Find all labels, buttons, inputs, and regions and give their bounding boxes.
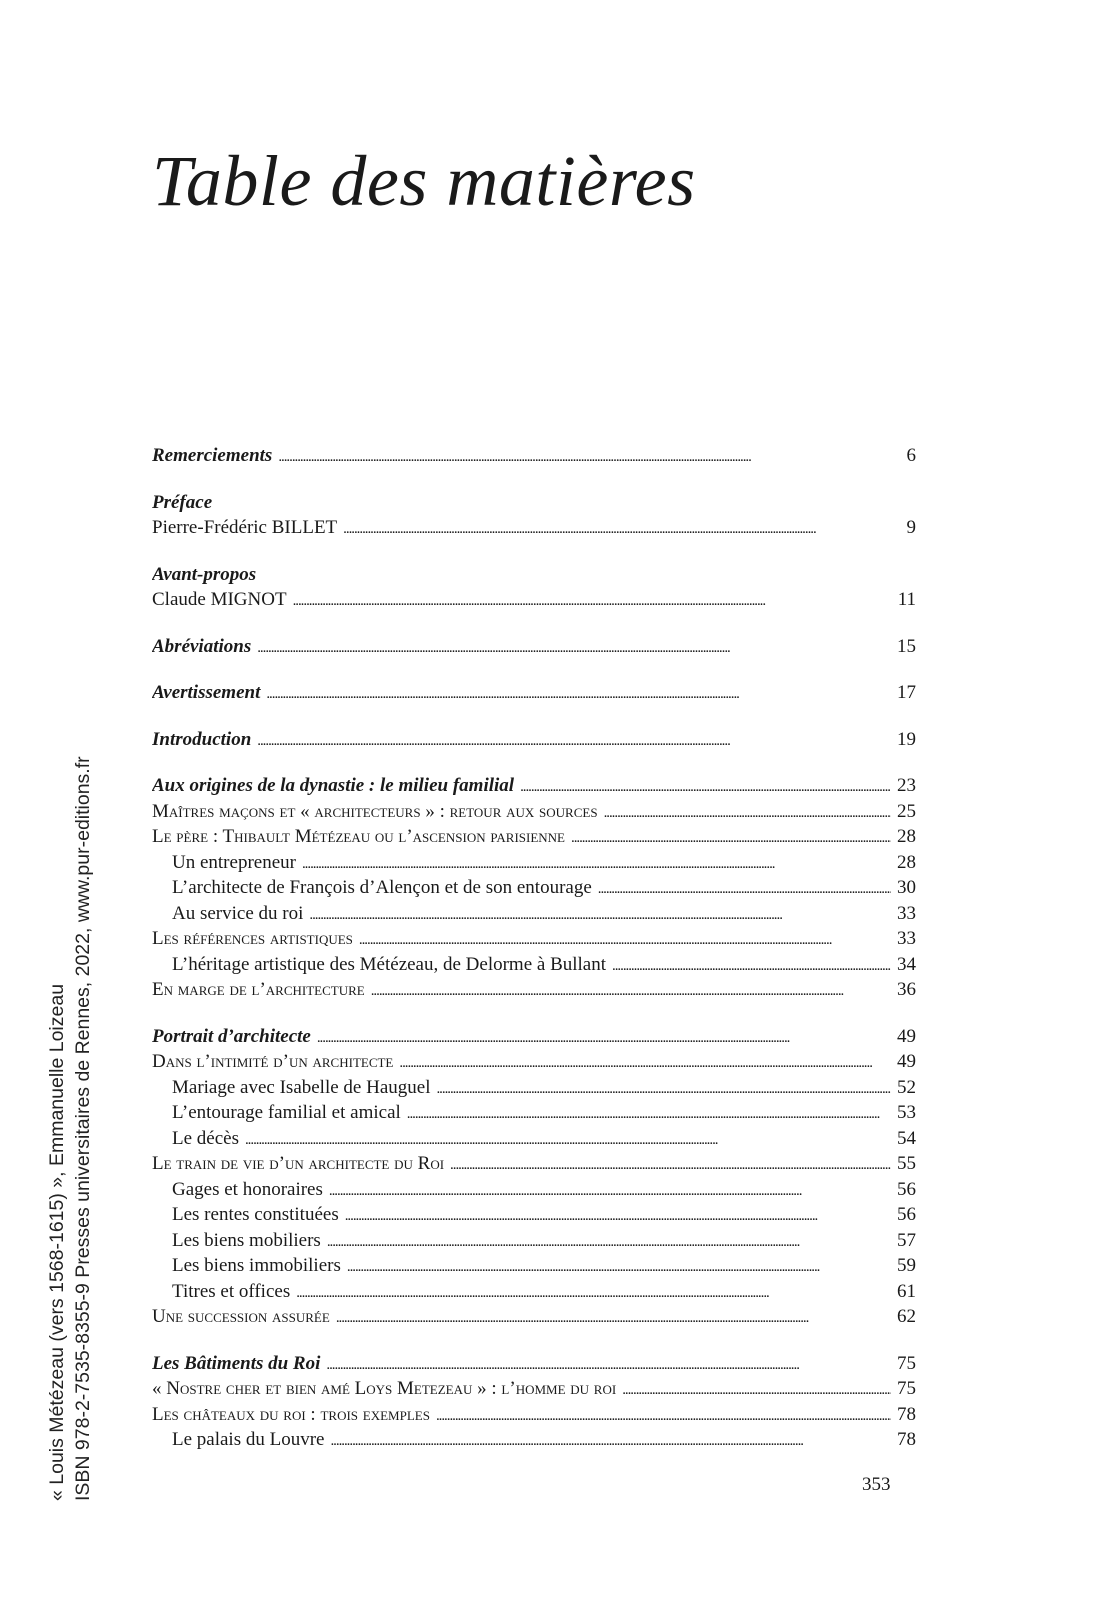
toc-section[interactable] bbox=[152, 875, 916, 901]
toc-part-3[interactable] bbox=[152, 1351, 916, 1377]
toc-entry-abreviations[interactable] bbox=[152, 634, 916, 660]
toc-entry-label: L’héritage artistique des Métézeau, de Delorme à Bullant bbox=[172, 953, 607, 975]
toc-entry-label: Les Bâtiments du Roi bbox=[152, 1352, 321, 1374]
table-of-contents bbox=[152, 443, 916, 1453]
dot-leader bbox=[296, 1279, 891, 1305]
toc-section[interactable] bbox=[152, 1126, 916, 1152]
toc-page-number: 11 bbox=[897, 589, 916, 610]
toc-chapter[interactable] bbox=[152, 1049, 916, 1075]
toc-page-number: 55 bbox=[897, 1153, 916, 1174]
toc-entry-preface[interactable] bbox=[152, 515, 916, 541]
toc-page-number: 6 bbox=[906, 445, 916, 466]
toc-entry-label: Un entrepreneur bbox=[172, 851, 296, 873]
dot-leader bbox=[371, 977, 891, 1003]
toc-heading-preface bbox=[152, 490, 916, 516]
toc-page-number: 30 bbox=[897, 877, 916, 898]
toc-page-number: 56 bbox=[897, 1178, 916, 1200]
toc-part-2[interactable] bbox=[152, 1024, 916, 1050]
dot-leader bbox=[317, 1024, 891, 1050]
toc-entry-label: « Nostre cher et bien amé Loys Metezeau » : l’homme du roi bbox=[152, 1378, 617, 1399]
toc-part-1[interactable] bbox=[152, 773, 916, 799]
dot-leader bbox=[347, 1253, 891, 1279]
toc-page-number: 23 bbox=[897, 775, 916, 796]
toc-section[interactable] bbox=[152, 1100, 916, 1126]
toc-entry-label: Claude MIGNOT bbox=[152, 589, 287, 610]
dot-leader bbox=[302, 850, 891, 876]
toc-page-number: 57 bbox=[897, 1229, 916, 1251]
toc-entry-label: Aux origines de la dynastie : le milieu familial bbox=[152, 775, 515, 796]
toc-page-number: 34 bbox=[897, 953, 916, 975]
toc-section[interactable] bbox=[152, 1253, 916, 1279]
dot-leader bbox=[399, 1049, 891, 1075]
toc-entry-label: Les châteaux du roi : trois exemples bbox=[152, 1403, 430, 1425]
toc-chapter[interactable] bbox=[152, 926, 916, 952]
dot-leader bbox=[450, 1151, 891, 1177]
dot-leader bbox=[598, 875, 891, 901]
toc-entry-label: Les rentes constituées bbox=[172, 1204, 339, 1225]
toc-page-number: 54 bbox=[897, 1127, 916, 1149]
toc-entry-label: Le palais du Louvre bbox=[172, 1429, 325, 1450]
toc-heading-avant-propos bbox=[152, 562, 916, 588]
toc-page-number: 52 bbox=[897, 1076, 916, 1098]
dot-leader bbox=[622, 1376, 891, 1402]
toc-entry-label: Une succession assurée bbox=[152, 1306, 330, 1327]
toc-page-number: 33 bbox=[897, 928, 916, 949]
toc-entry-label: Le train de vie d’un architecte du Roi bbox=[152, 1153, 445, 1174]
toc-entry-remerciements[interactable] bbox=[152, 443, 916, 469]
dot-leader bbox=[604, 799, 891, 825]
toc-entry-label: Remerciements bbox=[152, 445, 273, 466]
toc-chapter[interactable] bbox=[152, 824, 916, 850]
page-number: 353 bbox=[862, 1474, 891, 1495]
toc-section[interactable] bbox=[152, 1202, 916, 1228]
toc-page-number: 9 bbox=[906, 517, 916, 538]
toc-entry-label: Pierre-Frédéric BILLET bbox=[152, 517, 338, 538]
toc-chapter[interactable] bbox=[152, 1402, 916, 1428]
dot-leader bbox=[330, 1427, 891, 1453]
toc-page-number: 78 bbox=[897, 1429, 916, 1450]
toc-entry-label: Titres et offices bbox=[172, 1280, 291, 1302]
toc-page-number: 15 bbox=[897, 635, 916, 657]
toc-chapter[interactable] bbox=[152, 1376, 916, 1402]
toc-section[interactable] bbox=[152, 1427, 916, 1453]
dot-leader bbox=[520, 773, 891, 799]
dot-leader bbox=[571, 824, 891, 850]
toc-chapter[interactable] bbox=[152, 977, 916, 1003]
dot-leader bbox=[278, 443, 900, 469]
toc-page-number: 75 bbox=[897, 1352, 916, 1374]
side-copyright-notice bbox=[44, 756, 96, 1501]
toc-page-number: 62 bbox=[897, 1306, 916, 1327]
dot-leader bbox=[309, 901, 891, 927]
toc-entry-avertissement[interactable] bbox=[152, 680, 916, 706]
toc-chapter[interactable] bbox=[152, 1151, 916, 1177]
dot-leader bbox=[436, 1075, 891, 1101]
dot-leader bbox=[343, 515, 900, 541]
toc-entry-label: En marge de l’architecture bbox=[152, 979, 365, 1000]
toc-page-number: 49 bbox=[897, 1025, 916, 1047]
toc-chapter[interactable] bbox=[152, 799, 916, 825]
toc-section[interactable] bbox=[152, 952, 916, 978]
toc-page-number: 33 bbox=[897, 902, 916, 924]
toc-page-number: 56 bbox=[897, 1204, 916, 1225]
toc-entry-label: Le décès bbox=[172, 1127, 239, 1149]
toc-entry-label: Abréviations bbox=[152, 635, 252, 657]
toc-entry-label: Avertissement bbox=[152, 682, 261, 703]
toc-page-number: 19 bbox=[897, 728, 916, 750]
toc-entry-label: Mariage avec Isabelle de Hauguel bbox=[172, 1076, 431, 1098]
toc-page-number: 36 bbox=[897, 979, 916, 1000]
dot-leader bbox=[336, 1304, 891, 1330]
dot-leader bbox=[329, 1177, 891, 1203]
toc-section[interactable] bbox=[152, 901, 916, 927]
toc-chapter[interactable] bbox=[152, 1304, 916, 1330]
toc-entry-label: Au service du roi bbox=[172, 902, 304, 924]
dot-leader bbox=[327, 1228, 891, 1254]
toc-page-number: 78 bbox=[897, 1403, 916, 1425]
toc-entry-label: L’entourage familial et amical bbox=[172, 1102, 401, 1123]
toc-section[interactable] bbox=[152, 1075, 916, 1101]
dot-leader bbox=[293, 587, 892, 613]
toc-page-number: 59 bbox=[897, 1255, 916, 1276]
toc-entry-label: Les biens immobiliers bbox=[172, 1255, 341, 1276]
toc-page-number: 49 bbox=[897, 1051, 916, 1072]
dot-leader bbox=[612, 952, 891, 978]
dot-leader bbox=[345, 1202, 891, 1228]
dot-leader bbox=[257, 727, 891, 753]
toc-section[interactable] bbox=[152, 1279, 916, 1305]
toc-section[interactable] bbox=[152, 1228, 916, 1254]
dot-leader bbox=[407, 1100, 891, 1126]
toc-entry-label: L’architecte de François d’Alençon et de son entourage bbox=[172, 877, 592, 898]
toc-entry-label: Portrait d’architecte bbox=[152, 1025, 311, 1047]
toc-page-number: 53 bbox=[897, 1102, 916, 1123]
side-notice-line-2: ISBN 978-2-7535-8355-9 Presses universitaires de Rennes, 2022, www.pur-editions.fr bbox=[72, 756, 94, 1501]
toc-entry-label: Maîtres maçons et « architecteurs » : retour aux sources bbox=[152, 800, 598, 822]
toc-section[interactable] bbox=[152, 1177, 916, 1203]
dot-leader bbox=[359, 926, 891, 952]
dot-leader bbox=[257, 634, 891, 660]
toc-entry-label: Gages et honoraires bbox=[172, 1178, 323, 1200]
side-notice-line-1: « Louis Métézeau (vers 1568-1615) », Emmanuelle Loizeau bbox=[46, 983, 68, 1501]
dot-leader bbox=[436, 1402, 891, 1428]
toc-heading-label: Préface bbox=[152, 491, 213, 513]
toc-page-number: 25 bbox=[897, 800, 916, 822]
toc-entry-label: Dans l’intimité d’un architecte bbox=[152, 1051, 394, 1072]
toc-entry-label: Les biens mobiliers bbox=[172, 1229, 321, 1251]
toc-page-number: 28 bbox=[897, 826, 916, 847]
toc-entry-label: Les références artistiques bbox=[152, 928, 353, 949]
toc-entry-label: Le père : Thibault Métézeau ou l’ascension parisienne bbox=[152, 826, 565, 847]
toc-entry-avant-propos[interactable] bbox=[152, 587, 916, 613]
dot-leader bbox=[326, 1351, 891, 1377]
toc-entry-label: Introduction bbox=[152, 728, 252, 750]
toc-entry-introduction[interactable] bbox=[152, 727, 916, 753]
toc-page-number: 28 bbox=[897, 851, 916, 873]
dot-leader bbox=[245, 1126, 891, 1152]
toc-page-number: 75 bbox=[897, 1378, 916, 1399]
toc-page-number: 61 bbox=[897, 1280, 916, 1302]
toc-heading-label: Avant-propos bbox=[152, 563, 257, 585]
toc-section[interactable] bbox=[152, 850, 916, 876]
page-title: Table des matières bbox=[152, 141, 696, 221]
toc-page-number: 17 bbox=[897, 682, 916, 703]
dot-leader bbox=[266, 680, 891, 706]
